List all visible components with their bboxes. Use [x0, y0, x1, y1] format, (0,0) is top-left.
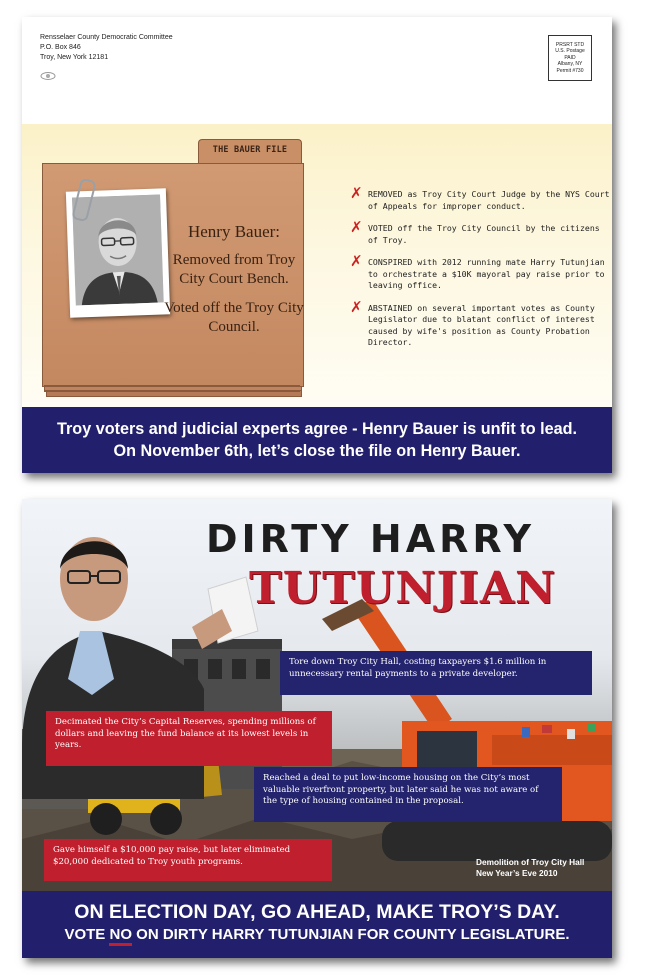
- banner-line: ON ELECTION DAY, GO AHEAD, MAKE TROY’S DAY.: [74, 901, 560, 923]
- list-item: [350, 252, 612, 292]
- bullet-text: on several important votes as County Legislator due to blatant conflict of interest caused by wife's position as County Probation Director.: [368, 302, 595, 347]
- headline-tutunjian: TUTUNJIAN: [249, 563, 557, 614]
- folder-statement: Voted off the Troy City Council.: [164, 300, 304, 335]
- vote-no-emphasis: NO: [109, 926, 132, 946]
- bullet-lead: CONSPIRED: [368, 257, 413, 267]
- caption-line: Demolition of Troy City Hall: [476, 857, 585, 867]
- return-address: [40, 33, 173, 63]
- bullet-text: off the Troy City Council by the citizens of Troy.: [368, 223, 600, 245]
- photo-caption: [476, 857, 606, 879]
- x-mark-icon: ✗: [350, 297, 363, 316]
- folder-edge-line: [44, 385, 300, 386]
- postage-line: PRSRT STD: [555, 42, 585, 48]
- eye-icon: [40, 71, 56, 81]
- banner-text: VOTE: [64, 926, 110, 943]
- banner-line: On November 6th, let’s close the file on Henry Bauer.: [113, 442, 521, 460]
- banner-text: ON DIRTY HARRY TUTUNJIAN FOR COUNTY LEGISLATURE.: [131, 926, 570, 943]
- list-item: [350, 218, 612, 246]
- folder-statement: Removed from Troy City Court Bench.: [172, 252, 296, 287]
- bullet-lead: VOTED: [368, 223, 393, 233]
- headline-dirty-harry: DIRTY HARRY: [206, 517, 536, 561]
- folder-tab-label: THE BAUER FILE: [212, 145, 288, 155]
- postage-indicia: [548, 35, 592, 81]
- return-address-line: Rensselaer County Democratic Committee: [40, 34, 173, 41]
- tutunjian-banner: [22, 891, 612, 958]
- bauer-mailer-panel: [22, 17, 612, 473]
- bullet-text: with 2012 running mate Harry Tutunjian to orchestrate a $10K mayoral pay raise prior to leaving office.: [368, 257, 605, 290]
- postage-line: Albany, NY: [557, 61, 583, 68]
- folder-text: [160, 222, 308, 347]
- charges-list: [350, 184, 612, 360]
- bullet-lead: ABSTAINED: [368, 302, 413, 313]
- demolition-photo: [22, 499, 612, 891]
- folder-edge-line: [44, 391, 300, 392]
- candidate-name: Henry Bauer:: [187, 222, 281, 241]
- return-address-line: P.O. Box 846: [40, 44, 81, 51]
- x-mark-icon: ✗: [350, 252, 363, 270]
- list-item: [350, 297, 612, 349]
- banner-line: Troy voters and judicial experts agree - Henry Bauer is unfit to lead.: [57, 420, 577, 438]
- list-item: [350, 184, 612, 212]
- return-address-line: Troy, New York 12181: [40, 54, 109, 61]
- bullet-lead: REMOVED: [368, 189, 403, 199]
- postage-line: PAID: [564, 54, 576, 61]
- callout-capital-reserves: Decimated the City’s Capital Reserves, spending millions of dollars and leaving the fund balance at its lowest levels in years.: [46, 711, 332, 766]
- postage-line: Permit #730: [556, 67, 584, 74]
- callout-riverfront-housing: Reached a deal to put low-income housing on the City’s most valuable riverfront property, but later said he was not aware of the type of housing contained in the proposal.: [254, 767, 562, 822]
- caption-line: New Year’s Eve 2010: [476, 868, 558, 878]
- x-mark-icon: ✗: [350, 218, 363, 236]
- tutunjian-mailer-panel: [22, 499, 612, 958]
- banner-line-vote: [22, 924, 612, 945]
- x-mark-icon: ✗: [350, 184, 363, 202]
- callout-city-hall: Tore down Troy City Hall, costing taxpayers $1.6 million in unnecessary rental payments to a private developer.: [280, 651, 592, 695]
- bullet-text: as Troy City Court Judge by the NYS Court of Appeals for improper conduct.: [368, 189, 610, 211]
- callout-pay-raise: Gave himself a $10,000 pay raise, but later eliminated $20,000 dedicated to Troy youth programs.: [44, 839, 332, 881]
- postage-line: U.S. Postage: [555, 48, 585, 55]
- bauer-banner: [22, 407, 612, 473]
